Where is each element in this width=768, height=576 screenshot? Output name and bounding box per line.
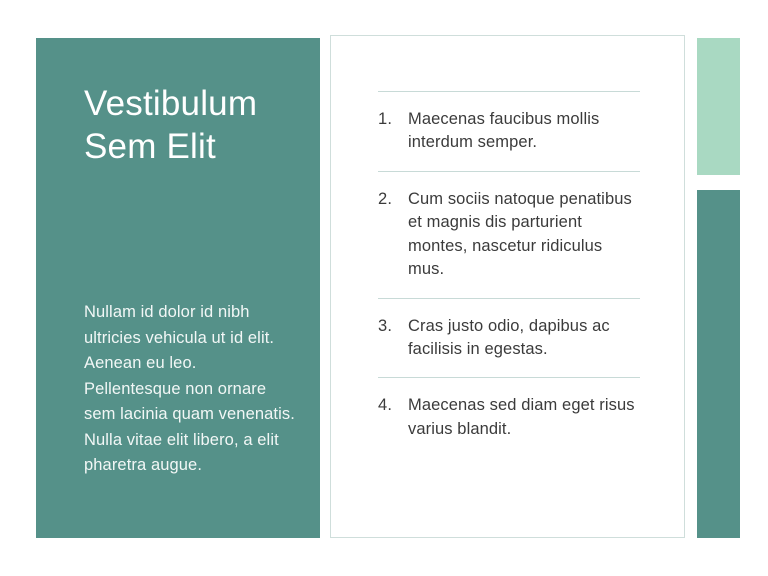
title-panel — [36, 38, 320, 538]
content-card — [330, 35, 685, 538]
page-title: Vestibulum Sem Elit — [84, 84, 258, 166]
list-item-number: 4. — [378, 396, 393, 415]
list-item-text: Cum sociis natoque penatibus et magnis dis parturient montes, nascetur ridiculus mus. — [408, 189, 632, 279]
list-item — [378, 298, 640, 378]
list-item-number: 2. — [378, 189, 393, 208]
list-item-number: 3. — [378, 316, 393, 335]
accent-bar-light — [697, 38, 740, 175]
numbered-list — [378, 91, 640, 441]
list-item — [378, 377, 640, 441]
list-item — [378, 91, 640, 171]
list-item-number: 1. — [378, 110, 393, 128]
list-item-text: Maecenas sed diam eget risus varius blandit. — [408, 396, 635, 438]
list-item — [378, 171, 640, 298]
title-panel-body-text: Nullam id dolor id nibh ultricies vehicula ut id elit. Aenean eu leo. Pellentesque non ornare sem lacinia quam venenatis. Nulla vitae elit libero, a elit pharetra augue. — [84, 303, 295, 475]
list-item-text: Maecenas faucibus mollis interdum semper. — [408, 110, 600, 152]
list-item-text: Cras justo odio, dapibus ac facilisis in egestas. — [408, 316, 610, 358]
accent-bar-dark — [697, 190, 740, 538]
